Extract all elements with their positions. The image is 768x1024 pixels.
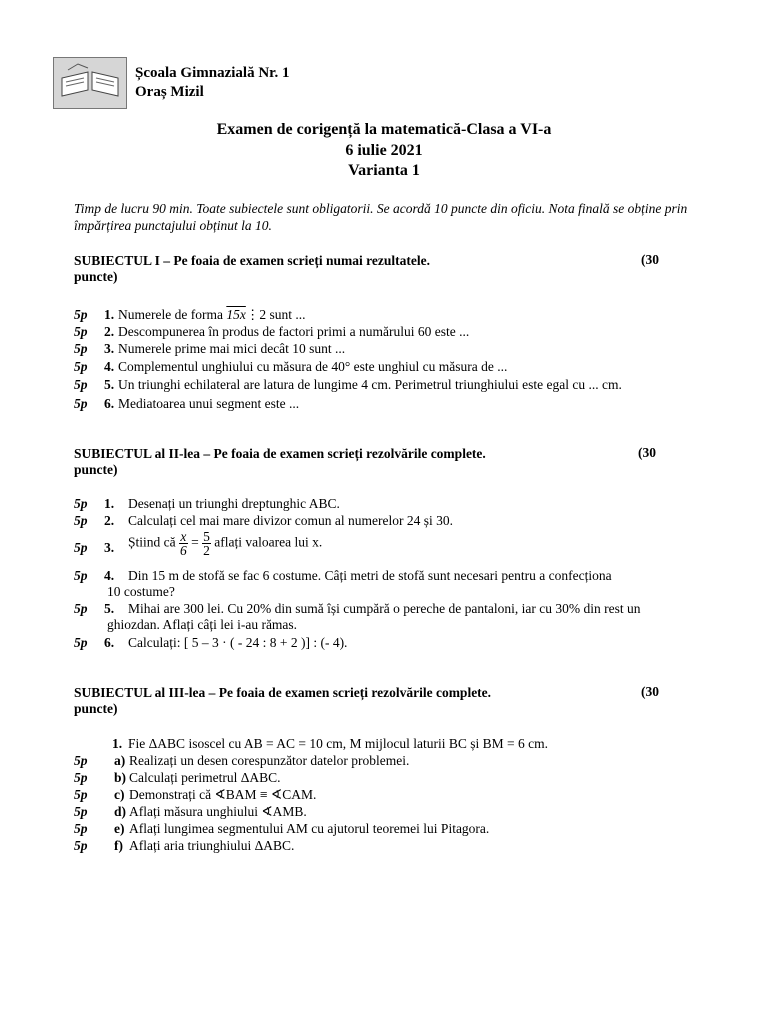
fraction: $\frac{5}{2}$	[203, 529, 210, 558]
s3-points-cont: puncte)	[74, 701, 118, 716]
s2-heading: SUBIECTUL al II-lea – Pe foaia de examen scrieți rezolvările complete.	[74, 446, 486, 461]
school-town: Oraș Mizil	[135, 84, 204, 100]
exam-date: 6 iulie 2021	[345, 142, 423, 159]
fraction: $\frac{x}{6}$	[180, 529, 187, 558]
s1-points-cont: puncte)	[74, 269, 118, 284]
exam-title: Examen de corigență la matematică-Clasa a VI-a	[216, 121, 552, 138]
school-name: Școala Gimnazială Nr. 1	[135, 65, 290, 81]
s3-heading: SUBIECTUL al III-lea – Pe foaia de examen scrieți rezolvările complete.	[74, 685, 492, 700]
s2-points: (30	[638, 445, 656, 460]
s2-points-cont: puncte)	[74, 462, 118, 477]
school-info	[135, 64, 289, 102]
s1-points: (30	[641, 252, 659, 267]
s3-points: (30	[641, 684, 659, 699]
instructions: Timp de lucru 90 min. Toate subiectele sunt obligatorii. Se acordă 10 puncte din oficiu. Nota finală se obține prin împărțirea punctajului obținut la 10.	[74, 201, 688, 233]
s1-heading: SUBIECTUL I – Pe foaia de examen scrieți numai rezultatele.	[74, 253, 430, 268]
exam-variant: Varianta 1	[348, 162, 420, 179]
open-book-icon	[54, 58, 126, 108]
school-logo	[53, 57, 127, 109]
s2-item: 5p 3. Știind că $\frac{x}{6}$ = $\frac{5}{2}$ aflați valoarea lui x.	[74, 529, 323, 558]
